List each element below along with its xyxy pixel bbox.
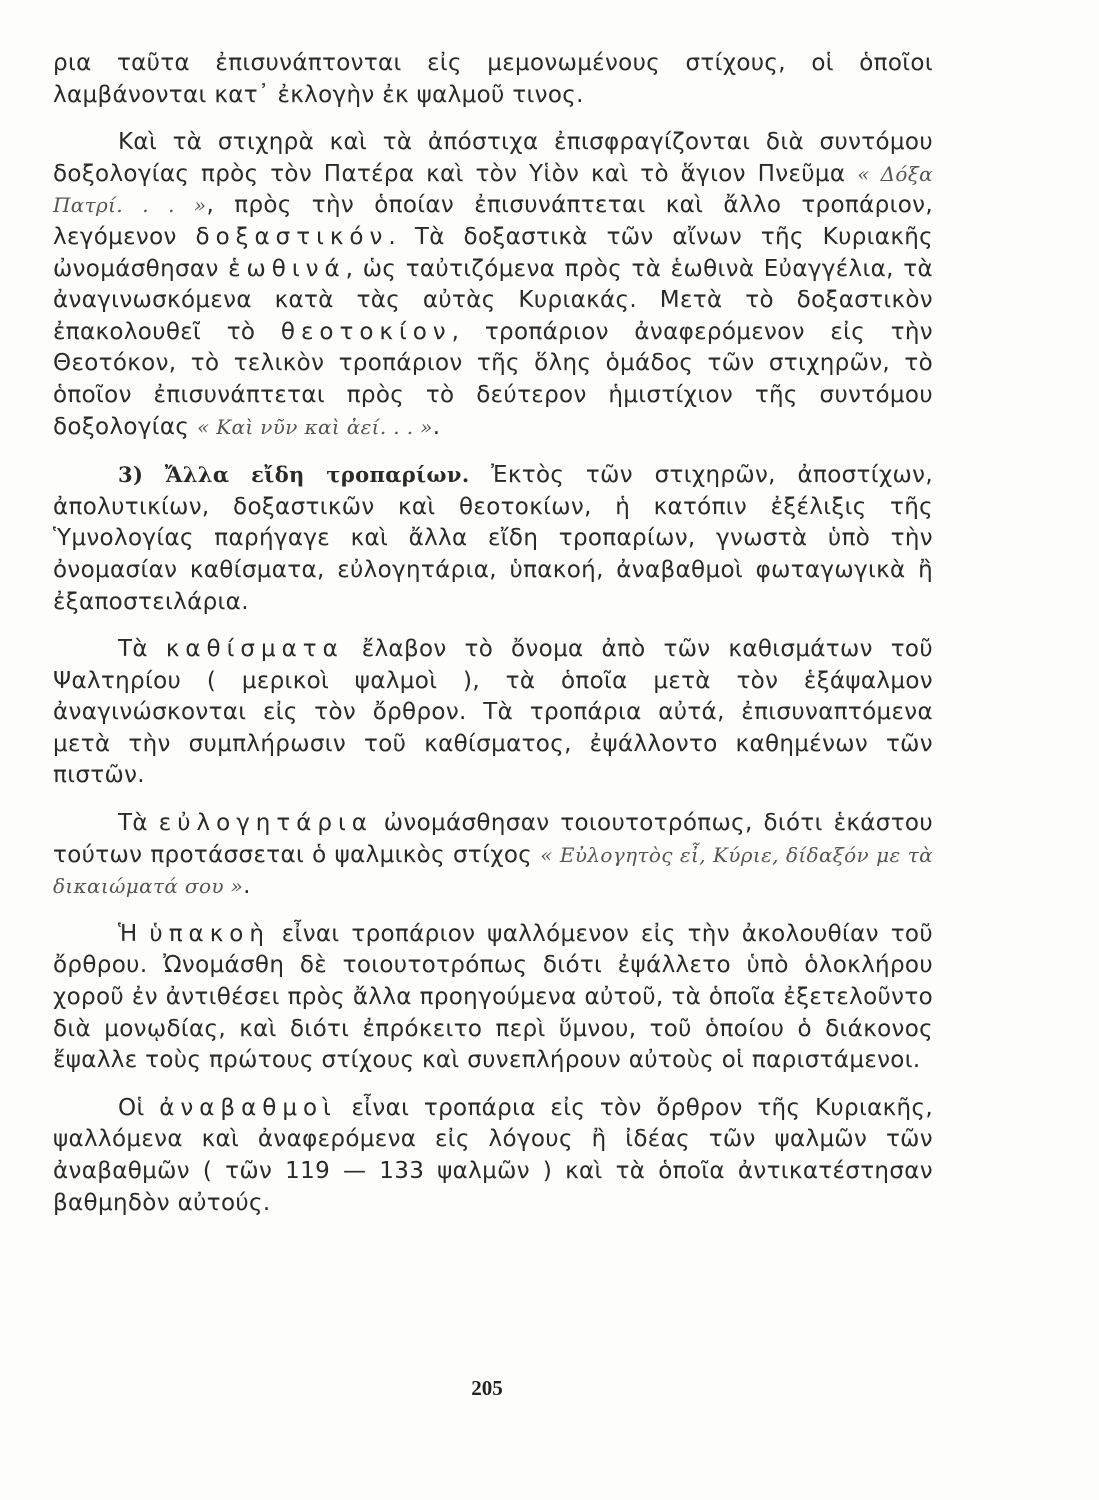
paragraph-anavathmoi [53, 1093, 933, 1219]
quote-doxa-patri: « Δόξα Πατρί. . . » [53, 161, 933, 218]
text-run: , πρὸς τὴν ὁποίαν ἐπισυνάπτεται καὶ ἄλλο τροπάριον, λεγόμενον [53, 192, 933, 250]
paragraph-other-troparia [53, 459, 933, 618]
term-ypakoi: ὑπακοὴ [149, 920, 270, 947]
term-kathismata: καθίσματα [165, 636, 344, 663]
paragraph-doxology [53, 127, 933, 443]
paragraph-continuation [53, 48, 933, 111]
text-run: ἔλαβον τὸ ὄνομα ἀπὸ τῶν καθισμάτων τοῦ Ψαλτηρίου ( μερικοὶ ψαλμοὶ ), τὰ ὁποῖα μετὰ τὸν ἑξάψαλμον ἀναγινώσκονται εἰς τὸν ὄρθρον. Τὰ τροπάρια αὐτά, ἐπισυναπτόμενα μετὰ τὴν συμπλήρωσιν τοῦ καθίσματος, ἐψάλλοντο καθημένων τῶν πιστῶν. [53, 636, 933, 789]
term-anavathmoi: ἀναβαθμοὶ [159, 1094, 337, 1121]
term-eothina: ἑωθινά [228, 255, 346, 282]
term-doxastikon: δοξαστικόν [195, 223, 389, 250]
text-run: , ὡς ταὐτιζόμενα πρὸς τὰ ἑωθινὰ Εὐαγγέλια, τὰ ἀναγινωσκόμενα κατὰ τὰς αὐτὰς Κυριακάς. Μετὰ τὸ δοξαστικὸν ἐπακολουθεῖ τὸ [53, 255, 933, 345]
quote-eulogitos: « Εὐλογητὸς εἶ, Κύριε, δίδαξόν με τὰ δικαιώματά σου » [53, 842, 933, 899]
term-eulogitaria: εὐλογητάρια [158, 810, 373, 837]
section-heading: 3) Ἄλλα εἴδη τροπαρίων. [118, 462, 470, 488]
text-run: εἶναι τροπάρια εἰς τὸν ὄρθρον τῆς Κυριακῆς, ψαλλόμενα καὶ ἀναφερόμενα εἰς λόγους ἢ ἰδέας τῶν ψαλμῶν τῶν ἀναβαθμῶν ( τῶν 119 — 133 ψαλμῶν ) καὶ τὰ ὁποῖα ἀντικατέστησαν βαθμηδὸν αὐτούς. [53, 1094, 933, 1216]
text-run: , τροπάριον ἀναφερόμενον εἰς τὴν Θεοτόκον, τὸ τελικὸν τροπάριον τῆς ὅλης ὁμάδος τῶν στιχηρῶν, τὸ ὁποῖον ἐπισυνάπτεται πρὸς τὸ δεύτερον ἡμιστίχιον τῆς συντόμου δοξολογίας [53, 318, 933, 440]
text-run: Ἡ [118, 920, 150, 947]
page-number: 205 [471, 1376, 503, 1400]
text-run: Τὰ [118, 810, 159, 837]
text-run: Τὰ [118, 636, 166, 663]
text-run: Καὶ τὰ στιχηρὰ καὶ τὰ ἀπόστιχα ἐπισφραγίζονται διὰ συντόμου δοξολογίας πρὸς τὸν Πατέρα καὶ τὸν Υἱὸν καὶ τὸ ἅγιον Πνεῦμα [53, 129, 933, 187]
text-run: . Τὰ δοξαστικὰ τῶν αἴνων τῆς Κυριακῆς ὠνομάσθησαν [53, 223, 934, 282]
quote-kai-nyn: « Καὶ νῦν καὶ ἀεί. . . » [196, 414, 433, 439]
paragraph-ypakoi [53, 919, 933, 1077]
paragraph-kathismata [53, 634, 933, 792]
text-run: εἶναι τροπάριον ψαλλόμενον εἰς τὴν ἀκολουθίαν τοῦ ὄρθρου. Ὠνομάσθη δὲ τοιουτοτρόπως διότι ἐψάλλετο ὑπὸ ὁλοκλήρου χοροῦ ἐν ἀντιθέσει πρὸς ἄλλα προηγούμενα αὐτοῦ, τὰ ὁποῖα ἐξετελοῦντο διὰ μονῳδίας, καὶ διότι ἐπρόκειτο περὶ ὕμνου, τοῦ ὁποίου ὁ διάκονος ἔψαλλε τοὺς πρώτους στίχους καὶ συνεπλήρουν αὐτοὺς οἱ παριστάμενοι. [53, 920, 933, 1074]
paragraph-eulogitaria [53, 808, 933, 903]
text-run: . [243, 873, 251, 900]
text-run: ρια ταῦτα ἐπισυνάπτονται εἰς μεμονωμένους στίχους, οἱ ὁποῖοι λαμβάνονται κατ᾽ ἐκλογὴν ἐκ ψαλμοῦ τινος. [53, 50, 933, 108]
body-text [53, 48, 933, 1219]
text-run: Ἐκτὸς τῶν στιχηρῶν, ἀποστίχων, ἀπολυτικίων, δοξαστικῶν καὶ θεοτοκίων, ἡ κατόπιν ἐξέλιξις τῆς Ὑμνολογίας παρήγαγε καὶ ἄλλα εἴδη τροπαρίων, γνωστὰ ὑπὸ τὴν ὀνομασίαν καθίσματα, εὐλογητάρια, ὑπακοή, ἀναβαθμοὶ φωταγωγικὰ ἢ ἐξαποστειλάρια. [53, 462, 933, 615]
term-theotokion: θεοτοκίον [280, 318, 452, 345]
text-run: Οἱ [118, 1094, 160, 1121]
text-run: ὠνομάσθησαν τοιουτοτρόπως, διότι ἑκάστου τούτων προτάσσεται ὁ ψαλμικὸς στίχος [53, 810, 934, 868]
text-run: . [432, 413, 441, 440]
